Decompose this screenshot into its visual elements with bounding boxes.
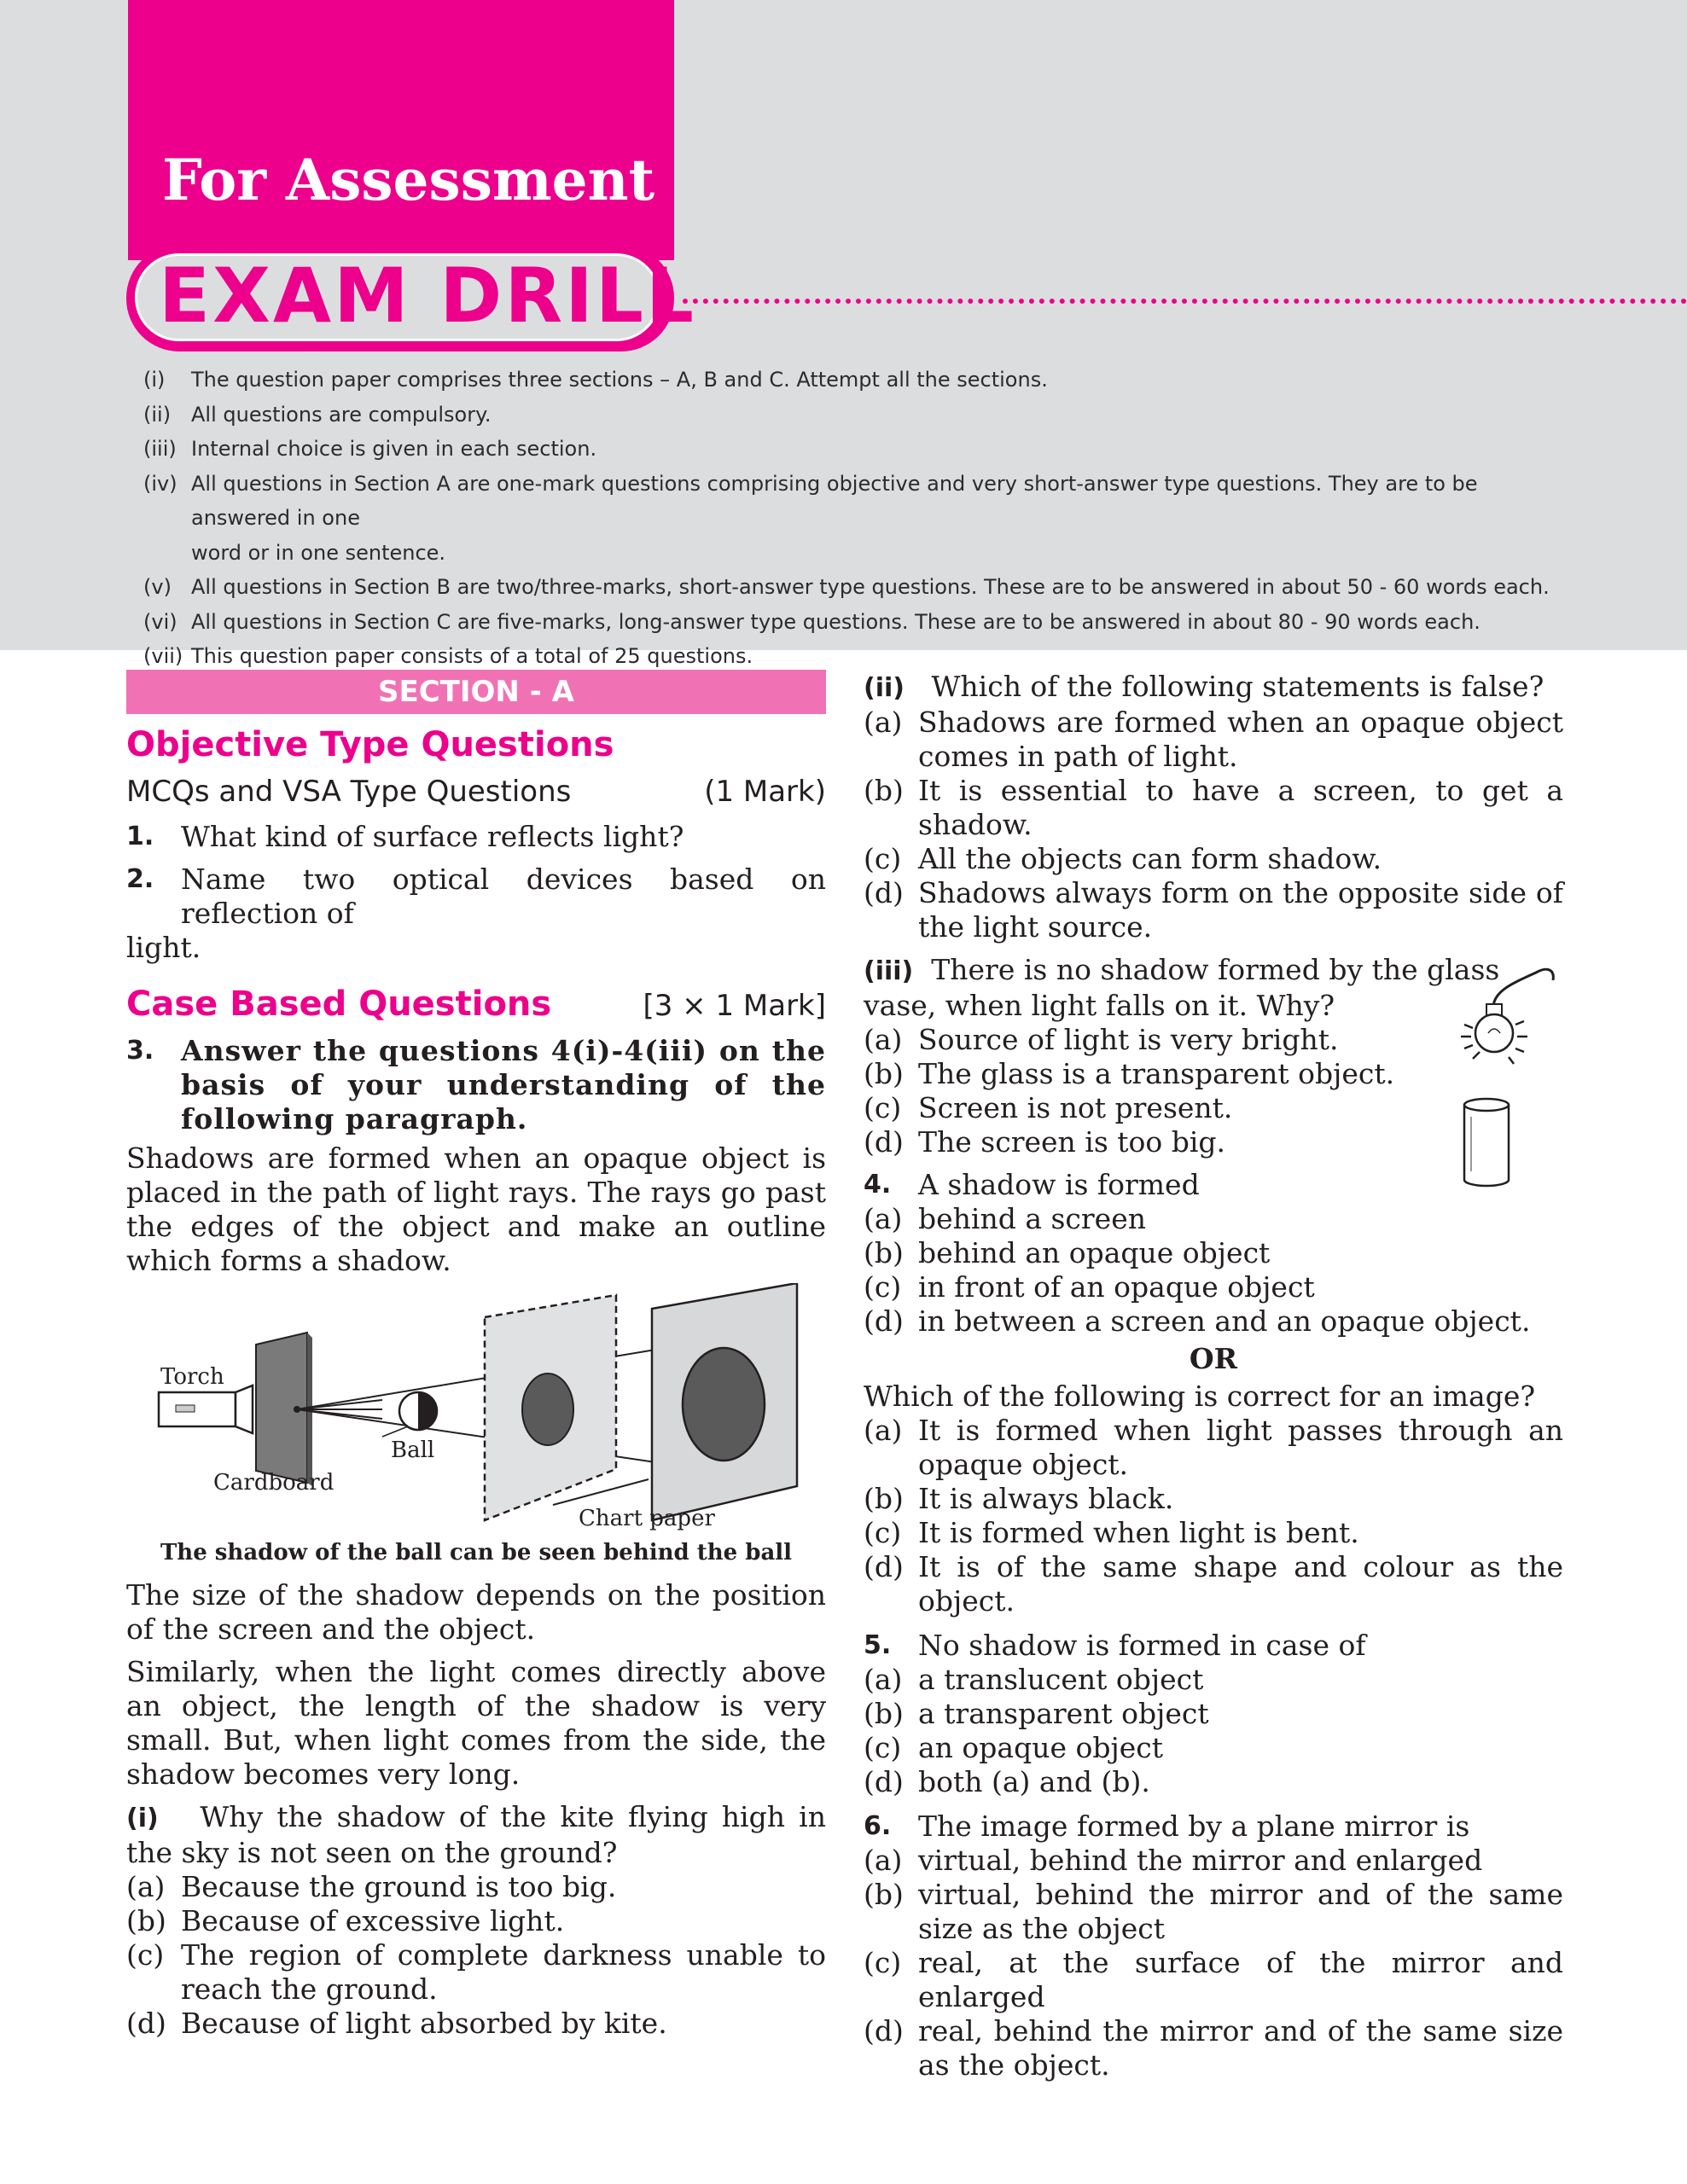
option: (d) real, behind the mirror and of the same size as the object. — [864, 2014, 1563, 2082]
question-3: 3. Answer the questions 4(i)-4(iii) on the basis of your understanding of the following paragraph. — [126, 1034, 826, 1136]
section-a-bar: SECTION - A — [126, 670, 826, 714]
option: (b) behind an opaque object — [864, 1236, 1271, 1269]
assessment-tab — [128, 0, 674, 260]
instruction-item: (vi) All questions in Section C are five-marks, long-answer type questions. These are to be answered in about 80 - 90 words each. — [143, 609, 1480, 634]
mcq-marks: (1 Mark) — [704, 775, 826, 809]
glass-vase-icon — [1461, 1096, 1521, 1190]
option: (c) real, at the surface of the mirror and enlarged — [864, 1946, 1563, 2013]
option: (c) The region of complete darkness unable to reach the ground. — [126, 1938, 826, 2006]
question-4: 4. A shadow is formed — [864, 1168, 1200, 1201]
paragraph-3: Similarly, when the light comes directly above an object, the length of the shadow is very small. But, when light comes from the side, the shadow becomes very long. — [126, 1655, 826, 1791]
sub-question-text: There is no shadow formed by the glass — [931, 953, 1500, 986]
chart-paper — [652, 1283, 797, 1520]
sub-question-ii — [864, 670, 1563, 944]
option: (a) It is formed when light passes through an opaque object. — [864, 1414, 1563, 1481]
question-2-cont: light. — [126, 931, 201, 964]
option: (b) The glass is a transparent object. — [864, 1057, 1395, 1090]
assessment-label: For Assessment — [162, 147, 655, 213]
mcq-label: MCQs and VSA Type Questions — [126, 775, 572, 809]
option: (b) Because of excessive light. — [126, 1904, 565, 1937]
option: (d) Because of light absorbed by kite. — [126, 2007, 667, 2040]
instruction-item: (vii) This question paper consists of a total of 25 questions. — [143, 644, 753, 668]
option: (c) It is formed when light is bent. — [864, 1516, 1359, 1549]
dotted-rule — [683, 299, 1687, 304]
option: (b) a transparent object — [864, 1697, 1209, 1730]
question-2: 2. Name two optical devices based on reflection of — [126, 863, 826, 930]
option: (c) All the objects can form shadow. — [864, 842, 1382, 875]
sub-question-num: (i) — [126, 1804, 159, 1833]
option: (a) virtual, behind the mirror and enlarged — [864, 1844, 1483, 1877]
dashed-screen — [485, 1295, 616, 1520]
right-column — [864, 670, 1563, 2082]
ball-icon — [399, 1392, 437, 1430]
sub-question-text: Which of the following statements is false? — [931, 670, 1544, 703]
mcq-subheading — [126, 769, 826, 815]
instruction-item: (iii) Internal choice is given in each section. — [143, 437, 597, 461]
question-4-alt: Which of the following is correct for an image? — [864, 1380, 1536, 1413]
exam-drill-title: EXAM DRILL — [159, 252, 696, 340]
sub-question-i — [126, 1800, 826, 2041]
light-bulb-icon — [1452, 963, 1563, 1074]
option: (a) behind a screen — [864, 1202, 1146, 1235]
ball-pointer — [382, 1426, 408, 1437]
or-label: OR — [1189, 1342, 1238, 1375]
option: (c) Screen is not present. — [864, 1091, 1233, 1124]
case-marks: [3 × 1 Mark] — [643, 989, 826, 1023]
figure-caption: The shadow of the ball can be seen behind the ball — [160, 1540, 793, 1565]
ball-label: Ball — [391, 1438, 435, 1463]
option: (a) Shadows are formed when an opaque object comes in path of light. — [864, 706, 1563, 773]
chart-paper-label: Chart paper — [579, 1506, 715, 1531]
sub-question-iii-wrap — [864, 953, 1563, 1159]
cardboard-label: Cardboard — [213, 1470, 334, 1496]
option: (a) Because the ground is too big. — [126, 1870, 617, 1903]
option: (a) Source of light is very bright. — [864, 1023, 1339, 1056]
case-heading: Case Based Questions — [126, 985, 552, 1024]
option: (d) both (a) and (b). — [864, 1765, 1150, 1798]
sub-question-text: Why the shadow of the kite flying high in the sky is not seen on the ground? — [126, 1800, 826, 1869]
torch-label: Torch — [160, 1364, 224, 1390]
paragraph-1: Shadows are formed when an opaque object is placed in the path of light rays. The rays go past the edges of the object and make an outline which forms a shadow. — [126, 1141, 826, 1277]
option: (d) in between a screen and an opaque object. — [864, 1304, 1531, 1338]
instruction-item: (ii) All questions are compulsory. — [143, 402, 492, 427]
option: (d) It is of the same shape and colour as the object. — [864, 1550, 1563, 1618]
sub-question-num: (ii) — [864, 673, 905, 703]
torch-icon — [159, 1385, 253, 1433]
option: (d) The screen is too big. — [864, 1125, 1226, 1159]
option: (b) virtual, behind the mirror and of the same size as the object — [864, 1878, 1563, 1945]
option: (b) It is essential to have a screen, to get a shadow. — [864, 774, 1563, 841]
option: (a) a translucent object — [864, 1663, 1204, 1696]
question-6: 6. The image formed by a plane mirror is — [864, 1809, 1470, 1843]
option: (d) Shadows always form on the opposite side of the light source. — [864, 876, 1563, 944]
instruction-item: (i) The question paper comprises three sections – A, B and C. Attempt all the sections. — [143, 368, 1048, 392]
instruction-item: (iv) All questions in Section A are one-mark questions comprising objective and very short-answer type questions. They are to be answered in one — [143, 471, 1478, 530]
instructions-list — [143, 363, 1577, 674]
sub-question-num: (iii) — [864, 956, 914, 986]
option: (b) It is always black. — [864, 1482, 1174, 1515]
paragraph-2: The size of the shadow depends on the position of the screen and the object. — [126, 1578, 826, 1646]
sub-question-text-2: vase, when light falls on it. Why? — [864, 989, 1335, 1022]
left-column — [126, 670, 826, 2041]
option: (c) an opaque object — [864, 1731, 1163, 1764]
instruction-continuation: word or in one sentence. — [191, 540, 446, 565]
question-1: 1. What kind of surface reflects light? — [126, 820, 684, 853]
shadow-diagram — [126, 1283, 826, 1531]
option: (c) in front of an opaque object — [864, 1270, 1315, 1304]
instruction-item: (v) All questions in Section B are two/three-marks, short-answer type questions. These are to be answered in about 50 - 60 words each. — [143, 575, 1550, 599]
question-5: 5. No shadow is formed in case of — [864, 1629, 1366, 1662]
objective-heading: Objective Type Questions — [126, 725, 614, 764]
hole-dot — [294, 1406, 300, 1413]
case-subheading — [126, 980, 826, 1029]
